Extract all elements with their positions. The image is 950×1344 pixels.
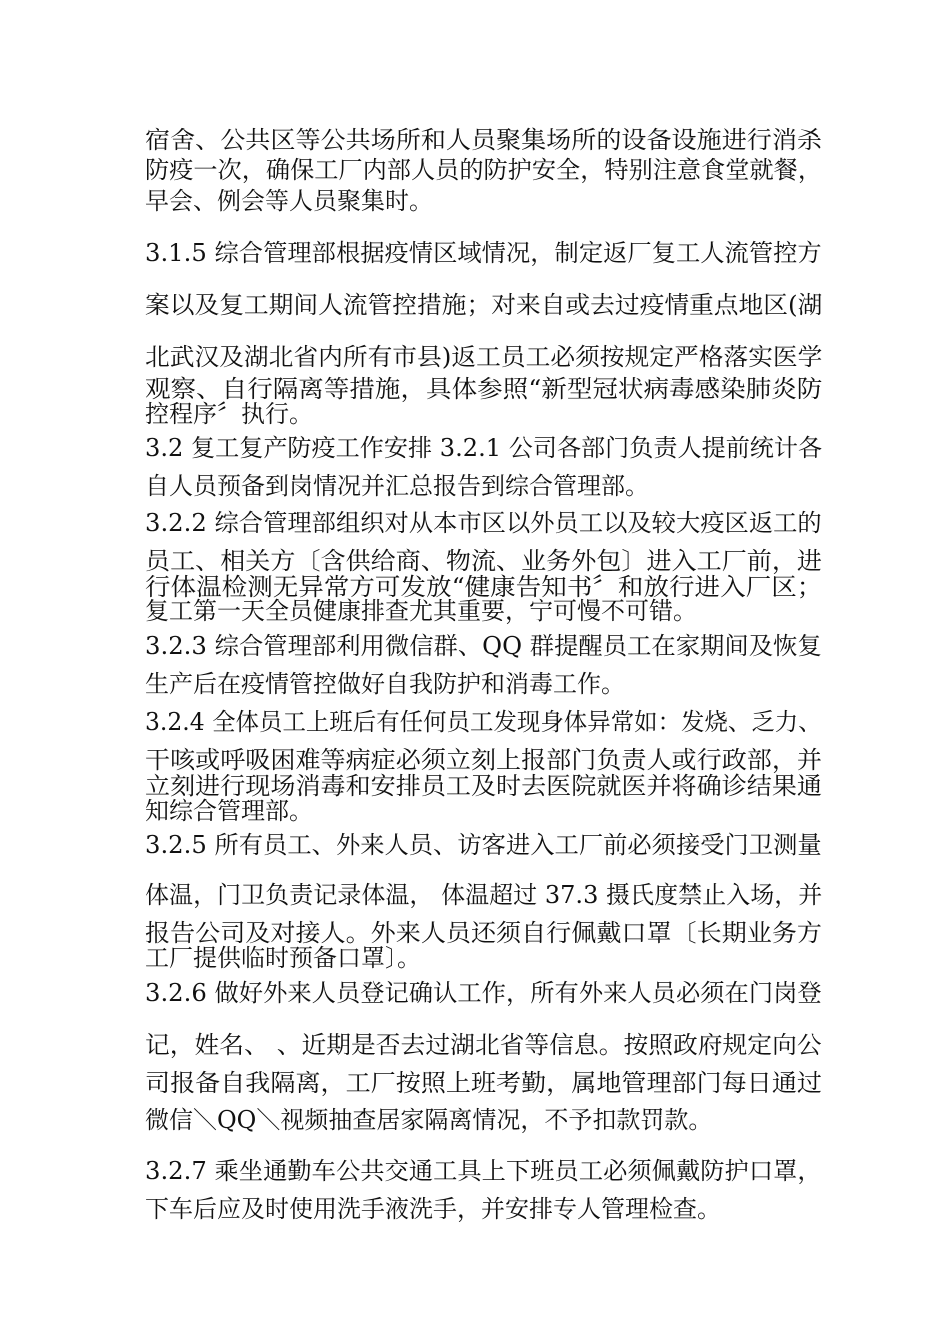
text-line: 司报备自我隔离，工厂按照上班考勤，属地管理部门每日通过 [145,1069,822,1097]
text-line: 知综合管理部。 [145,797,313,825]
text-line: 生产后在疫情管控做好自我防护和消毒工作。 [145,670,625,698]
text-line: 微信＼QQ＼视频抽查居家隔离情况，不予扣款罚款。 [145,1106,713,1134]
text-line: 3.2.3 综合管理部利用微信群、QQ 群提醒员工在家期间及恢复 [145,632,822,660]
text-line: 北武汉及湖北省内所有市县)返工员工必须按规定严格落实医学 [145,343,823,371]
text-line: 3.1.5 综合管理部根据疫情区域情况，制定返厂复工人流管控方 [145,239,822,267]
text-line: 案以及复工期间人流管控措施；对来自或去过疫情重点地区(湖 [145,291,823,319]
text-line: 报告公司及对接人。外来人员还须自行佩戴口罩〔长期业务方 [145,919,822,947]
text-line: 控程序〞执行。 [145,400,313,428]
text-line: 记，姓名、 、近期是否去过湖北省等信息。按照政府规定向公 [145,1031,822,1059]
text-line: 观察、自行隔离等措施，具体参照“新型冠状病毒感染肺炎防 [145,375,823,403]
text-line: 复工第一天全员健康排查尤其重要，宁可慢不可错。 [145,597,697,625]
text-line: 立刻进行现场消毒和安排员工及时去医院就医并将确诊结果通 [145,772,822,800]
text-line: 体温，门卫负责记录体温， 体温超过 37.3 摄氏度禁止入场，并 [145,881,823,909]
text-line: 员工、相关方〔含供给商、物流、业务外包〕进入工厂前，进 [145,547,822,575]
text-line: 防疫一次，确保工厂内部人员的防护安全，特别注意食堂就餐， [145,156,822,184]
text-line: 3.2.4 全体员工上班后有任何员工发现身体异常如：发烧、乏力、 [145,708,822,736]
text-line: 宿舍、公共区等公共场所和人员聚集场所的设备设施进行消杀 [145,126,822,154]
text-line: 3.2.2 综合管理部组织对从本市区以外员工以及较大疫区返工的 [145,509,822,537]
text-line: 3.2.7 乘坐通勤车公共交通工具上下班员工必须佩戴防护口罩， [145,1157,822,1185]
text-line: 3.2.5 所有员工、外来人员、访客进入工厂前必须接受门卫测量 [145,831,822,859]
text-line: 3.2 复工复产防疫工作安排 3.2.1 公司各部门负责人提前统计各 [145,434,823,462]
text-line: 早会、例会等人员聚集时。 [145,187,433,215]
text-line: 自人员预备到岗情况并汇总报告到综合管理部。 [145,472,649,500]
text-line: 工厂提供临时预备口罩〕。 [145,944,421,972]
text-line: 3.2.6 做好外来人员登记确认工作，所有外来人员必须在门岗登 [145,979,822,1007]
text-line: 干咳或呼吸困难等病症必须立刻上报部门负责人或行政部，并 [145,746,822,774]
text-line: 下车后应及时使用洗手液洗手，并安排专人管理检查。 [145,1195,721,1223]
text-line: 行体温检测无异常方可发放“健康告知书〞和放行进入厂区； [145,573,823,601]
